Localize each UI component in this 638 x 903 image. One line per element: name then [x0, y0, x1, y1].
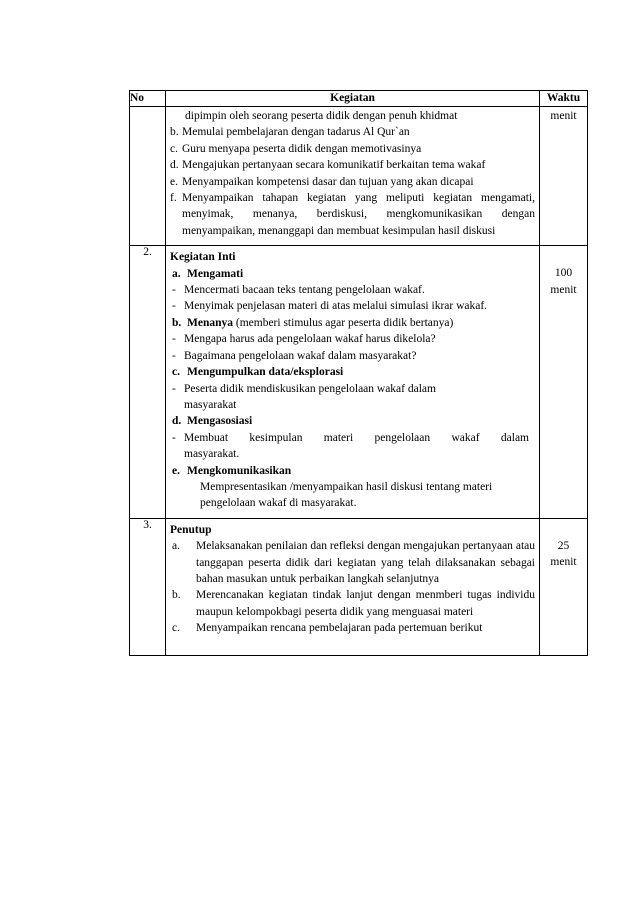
- header-kegiatan: Kegiatan: [166, 91, 540, 107]
- row-number: 3.: [130, 518, 166, 655]
- item-text: Menyampaikan tahapan kegiatan yang meliputi kegiatan mengamati, menyimak, menanya, berdiskusi, mengkomunikasikan dengan menyampaikan, menanggapi dan membuat kesimpulan hasil diskusi: [182, 192, 535, 237]
- row-waktu: [540, 518, 588, 655]
- header-no: No: [130, 91, 166, 107]
- header-waktu: Waktu: [540, 91, 588, 107]
- waktu-unit: menit: [550, 110, 577, 122]
- section-title: Kegiatan Inti: [170, 251, 236, 264]
- table-row-penutup: [130, 518, 588, 655]
- table-header-row: [130, 91, 588, 107]
- table-row-pendahuluan: [130, 107, 588, 246]
- row-number: [130, 107, 166, 246]
- waktu-value: 25: [557, 539, 570, 552]
- list-item: [170, 190, 535, 239]
- item-text: Mengajukan pertanyaan secara komunikatif berkaitan tema wakaf: [182, 159, 486, 172]
- item-label: e.: [170, 175, 178, 188]
- waktu-unit: menit: [550, 556, 577, 569]
- list-item: b. Merencanakan kegiatan tindak lanjut dengan menmberi tugas individu maupun kelompokbagi peserta didik yang menguasai materi: [172, 589, 535, 618]
- list-item: a. Melaksanakan penilaian dan refleksi dengan mengajukan pertanyaan atau tanggapan peserta didik dari kegiatan yang telah dilaksanakan sebagai bahan masukan untuk perbaikan langkah selanjutnya: [172, 540, 535, 585]
- list-item: - Menyimak penjelasan materi di atas melalui simulasi ikrar wakaf.: [172, 300, 488, 313]
- subsection-heading: d. Mengasosiasi: [172, 415, 253, 428]
- list-item: - Mengapa harus ada pengelolaan wakaf harus dikelola?: [172, 333, 436, 346]
- item-text: Menyampaikan kompetensi dasar dan tujuan yang akan dicapai: [182, 175, 474, 188]
- waktu-value: 100: [554, 267, 573, 280]
- row-number: 2.: [130, 246, 166, 519]
- item-label: b.: [170, 126, 179, 139]
- list-item: - Mencermati bacaan teks tentang pengelolaan wakaf.: [172, 284, 425, 297]
- lesson-plan-table: [129, 90, 588, 656]
- list-item: [170, 174, 535, 190]
- list-item: Mempresentasikan /menyampaikan hasil diskusi tentang materi pengelolaan wakaf di masyarakat.: [200, 480, 493, 510]
- item-label: c.: [170, 142, 178, 155]
- list-item: [170, 141, 535, 157]
- list-item: - Peserta didik mendiskusikan pengelolaan wakaf dalam masyarakat: [172, 382, 436, 411]
- subsection-heading: c. Mengumpulkan data/eksplorasi: [172, 366, 344, 379]
- item-label: f.: [170, 192, 177, 205]
- item-label: d.: [170, 159, 179, 172]
- list-item: - Bagaimana pengelolaan wakaf dalam masyarakat?: [172, 349, 417, 362]
- row-kegiatan: [166, 107, 540, 246]
- subsection-heading: a. Mengamati: [172, 267, 244, 280]
- subsection-heading: e. Mengkomunikasikan: [172, 464, 292, 477]
- row-kegiatan: [166, 246, 540, 519]
- list-item: [170, 157, 535, 173]
- row-waktu: [540, 246, 588, 519]
- row-waktu: [540, 107, 588, 246]
- subsection-heading: b. Menanya (memberi stimulus agar peserta didik bertanya): [172, 316, 454, 329]
- table-row-kegiatan-inti: [130, 246, 588, 519]
- list-item: - Membuat kesimpulan materi pengelolaan wakaf dalam masyarakat.: [172, 431, 529, 461]
- list-item: c. Menyampaikan rencana pembelajaran pada pertemuan berikut: [172, 622, 483, 635]
- item-text: Guru menyapa peserta didik dengan memotivasinya: [182, 142, 422, 155]
- row-kegiatan: [166, 518, 540, 655]
- item-text: Memulai pembelajaran dengan tadarus Al Qur`an: [182, 126, 410, 139]
- list-item: [170, 124, 535, 140]
- waktu-unit: menit: [550, 283, 577, 296]
- continued-line: dipimpin oleh seorang peserta didik dengan penuh khidmat: [185, 110, 458, 122]
- section-title: Penutup: [170, 523, 212, 536]
